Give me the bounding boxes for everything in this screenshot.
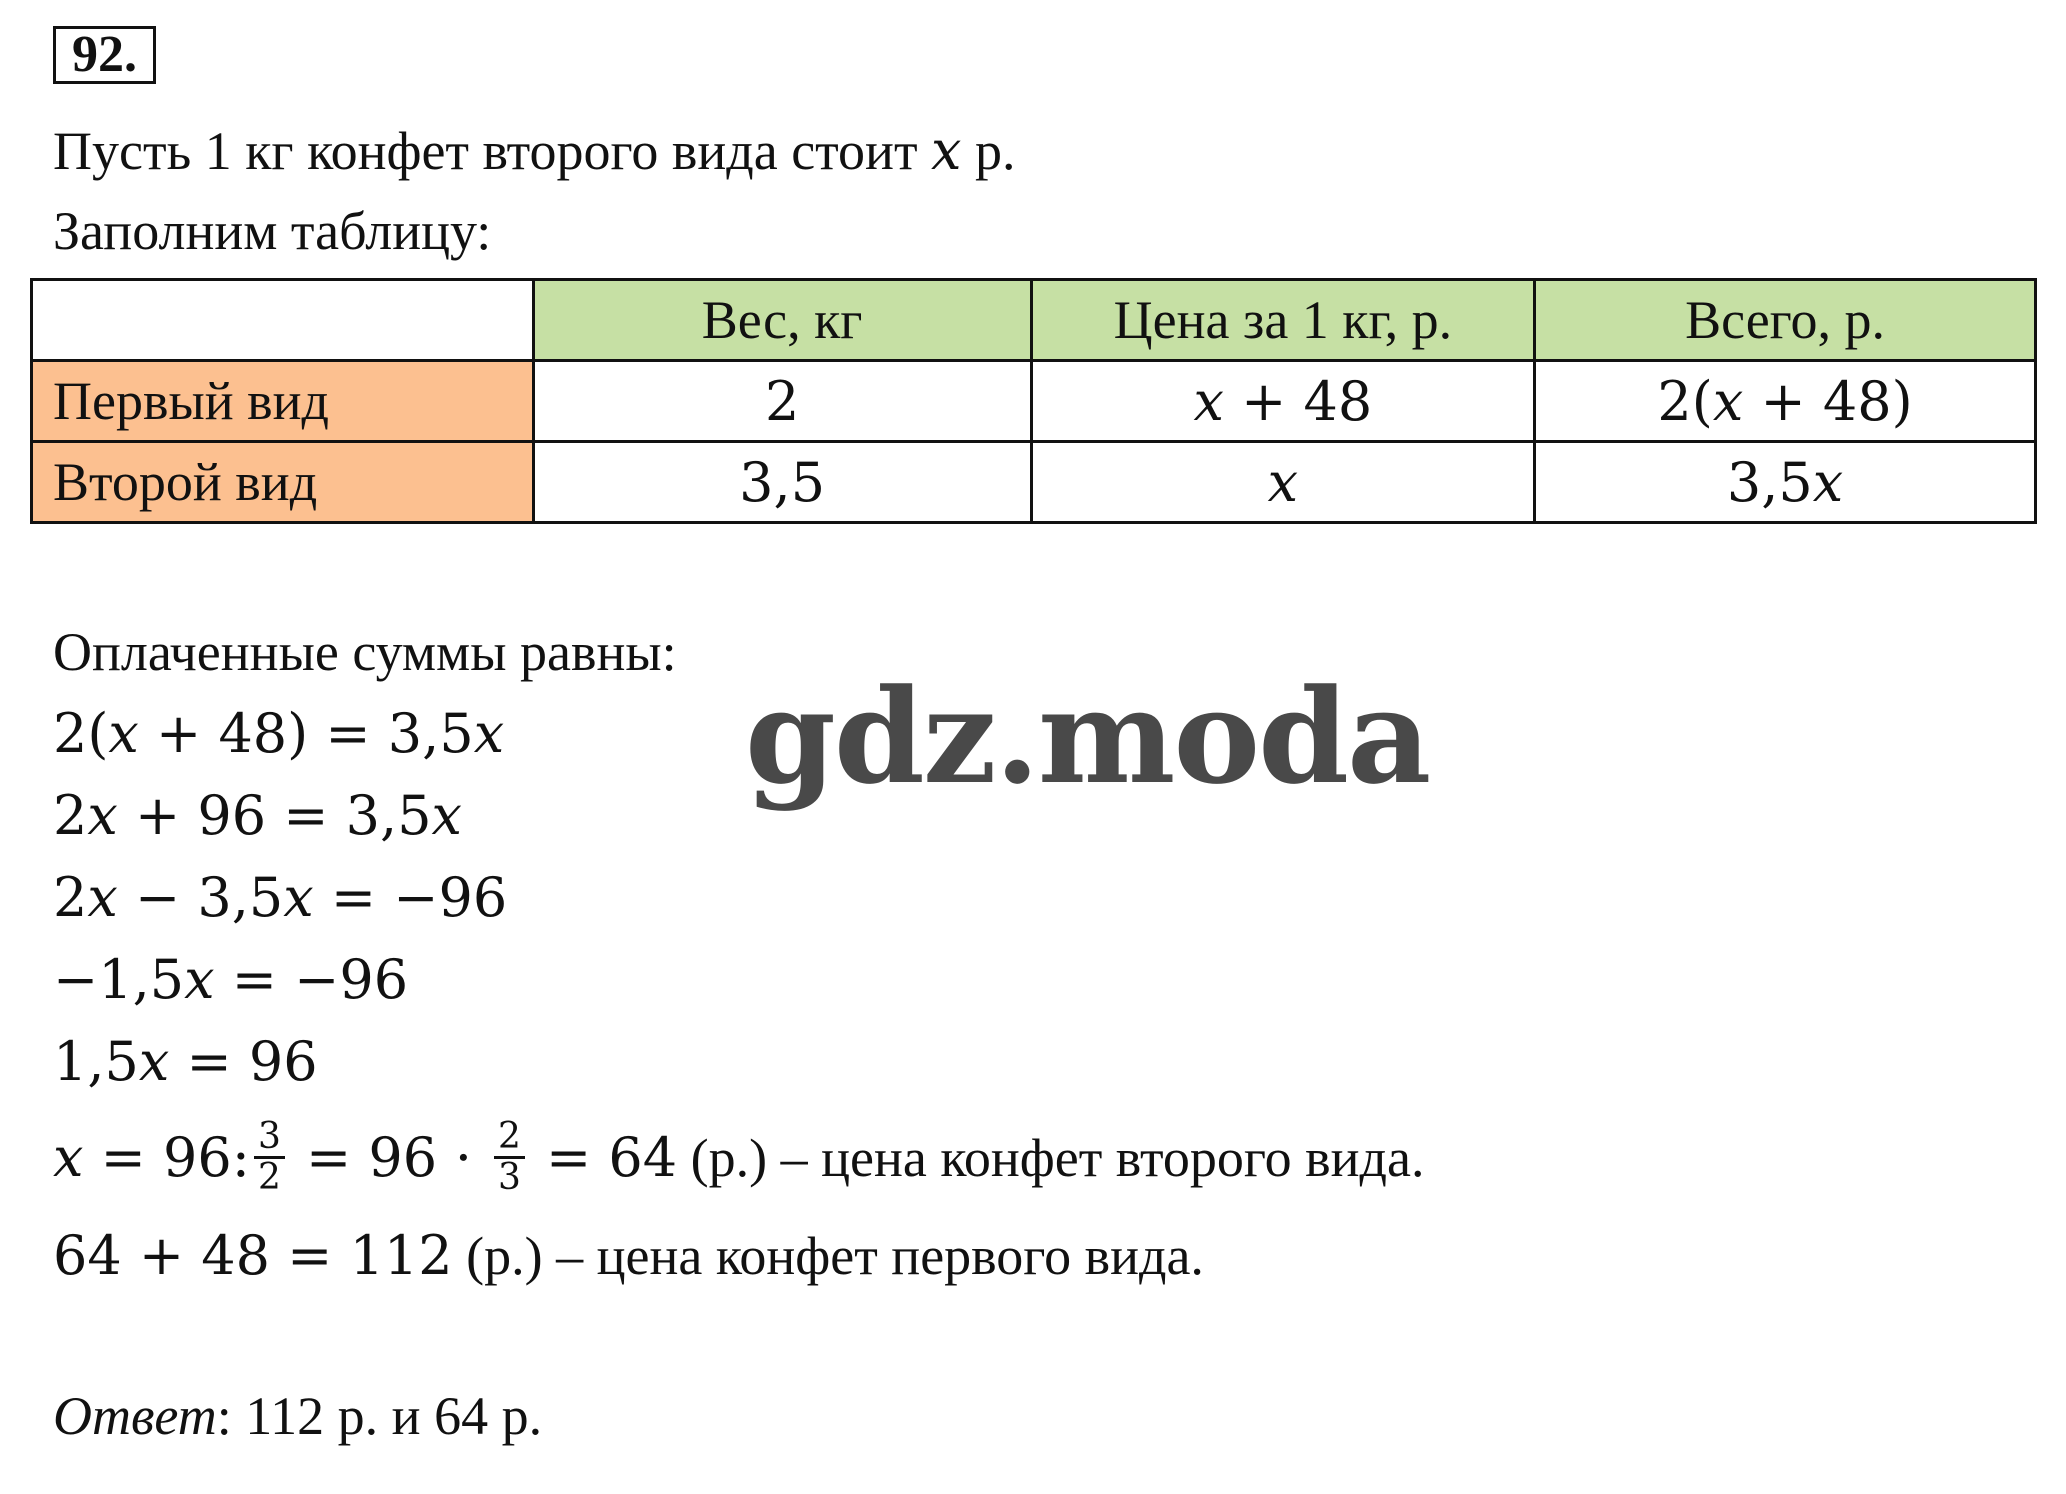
- fraction-numerator: 2: [494, 1118, 525, 1159]
- equation-line: 1,5𝑥 = 96: [53, 1030, 318, 1093]
- x-line-mid: = 96 ⋅: [288, 1125, 490, 1189]
- answer-line: [53, 1384, 542, 1448]
- answer-text: : 112 р. и 64 р.: [216, 1386, 543, 1446]
- table-header-row: [32, 280, 2036, 361]
- table-cell: 2: [533, 361, 1031, 442]
- x-solution-line: [53, 1116, 1425, 1203]
- table-header-cell: Цена за 1 кг, р.: [1031, 280, 1534, 361]
- table-row: [32, 442, 2036, 523]
- table-corner-cell: [32, 280, 534, 361]
- x-line-text: (р.) – цена конфет второго вида.: [677, 1127, 1425, 1188]
- fraction-three-halves: [254, 1118, 285, 1197]
- fraction-two-thirds: [494, 1118, 525, 1197]
- table-row-label: Первый вид: [32, 361, 534, 442]
- table-cell: 𝑥: [1031, 442, 1534, 523]
- table-cell: 2(𝑥 + 48): [1535, 361, 2036, 442]
- intro-line-1: Пусть 1 кг конфет второго вида стоит 𝑥 р.: [53, 121, 1016, 181]
- problem-number: 92.: [53, 26, 156, 84]
- table-row-label: Второй вид: [32, 442, 534, 523]
- answer-label: Ответ: [53, 1386, 217, 1446]
- equation-line: −1,5𝑥 = −96: [53, 948, 409, 1011]
- fraction-denominator: 2: [257, 1157, 281, 1198]
- table-row: [32, 361, 2036, 442]
- first-price-line: [53, 1224, 1204, 1288]
- x-line-result: = 64: [528, 1125, 678, 1189]
- equation-line: 2𝑥 − 3,5𝑥 = −96: [53, 866, 508, 929]
- table-cell: 3,5𝑥: [1535, 442, 2036, 523]
- x-line-start: 𝑥 = 96:: [53, 1125, 250, 1189]
- first-price-math: 64 + 48 = 112: [53, 1224, 453, 1287]
- fraction-denominator: 3: [497, 1157, 521, 1198]
- equation-line: 2(𝑥 + 48) = 3,5𝑥: [53, 702, 505, 765]
- sums-label: Оплаченные суммы равны:: [53, 622, 677, 682]
- data-table: [30, 278, 2037, 524]
- equation-line: 2𝑥 + 96 = 3,5𝑥: [53, 784, 463, 847]
- table-cell: 3,5: [533, 442, 1031, 523]
- fraction-numerator: 3: [254, 1118, 285, 1159]
- first-price-text: (р.) – цена конфет первого вида.: [452, 1226, 1204, 1286]
- intro-line-2: Заполним таблицу:: [53, 201, 492, 261]
- table-header-cell: Всего, р.: [1535, 280, 2036, 361]
- table-header-cell: Вес, кг: [533, 280, 1031, 361]
- watermark-logo: gdz.moda: [745, 660, 1430, 813]
- table-cell: 𝑥 + 48: [1031, 361, 1534, 442]
